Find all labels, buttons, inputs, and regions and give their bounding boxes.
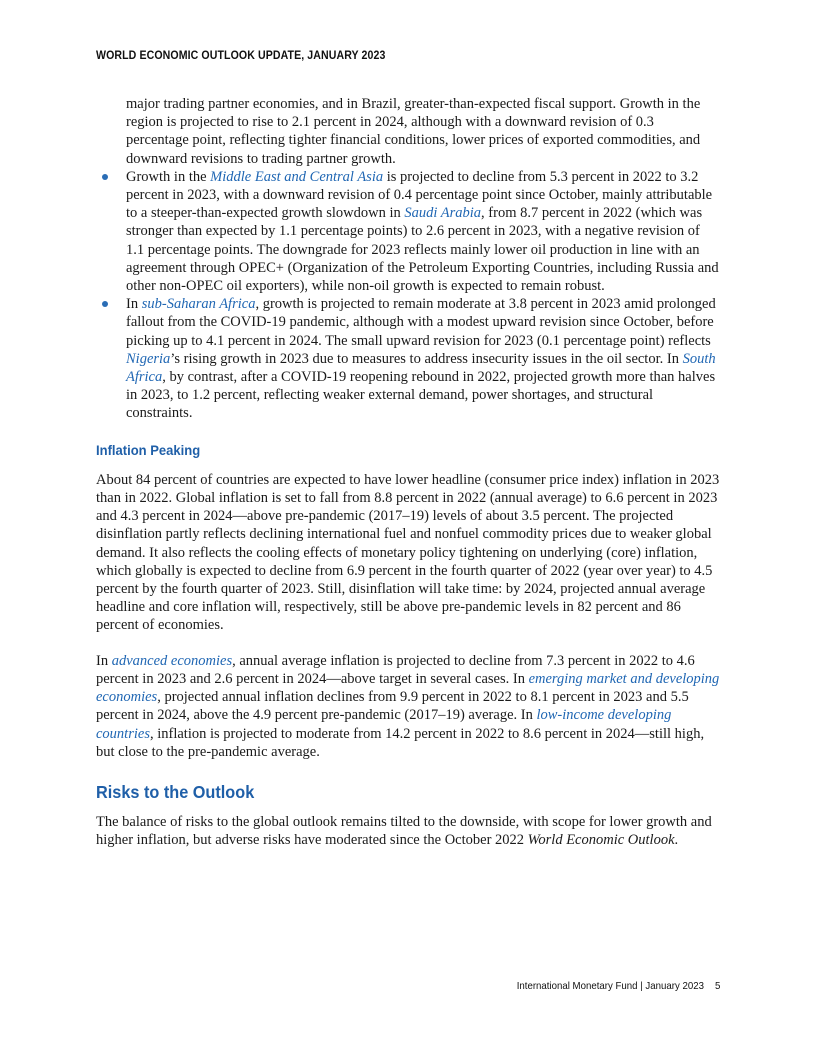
link-emerging-market-developing-economies[interactable]: emerging market and developing economies (96, 670, 720, 706)
bullet-text: Growth in the (126, 168, 211, 185)
risks-heading: Risks to the Outlook (96, 781, 255, 802)
link-middle-east-central-asia[interactable]: Middle East and Central Asia (210, 168, 384, 185)
bullet-middle-east-central-asia (96, 168, 720, 295)
region-bullet-list (96, 168, 720, 423)
publication-title: World Economic Outlook (527, 832, 675, 849)
inflation-paragraph-1: About 84 percent of countries are expected to have lower headline (consumer price index) inflation in 2023 than in 2022. Global inflation is set to fall from 8.8 percent in 2022 (annual average) to 6.6 percent in 2023 and 4.3 percent in 2024—above pre-pandemic (2017–19) levels of about 3.5 percent. The projected disinflation partly reflects declining international fuel and nonfuel commodity prices due to weaker global demand. It also reflects the cooling effects of monetary policy tightening on underlying (core) inflation, which globally is expected to decline from 6.9 percent in the fourth quarter of 2022 (year over year) to 4.5 percent by the fourth quarter of 2023. Still, disinflation will take time: by 2024, projected annual average headline and core inflation will, respectively, still be above pre-pandemic levels in 82 percent and 86 percent of economies. (96, 471, 720, 634)
bullet-text: , by contrast, after a COVID-19 reopening rebound in 2022, projected growth more than halves in 2023, to 1.2 percent, reflecting weaker external demand, power shortages, and structural constraints. (126, 369, 716, 422)
link-sub-saharan-africa[interactable]: sub-Saharan Africa (141, 296, 256, 313)
bullet-text: ’s rising growth in 2023 due to measures to address insecurity issues in the oil sector. In (170, 350, 683, 367)
footer-source: International Monetary Fund | January 2023 (516, 980, 704, 992)
link-nigeria[interactable]: Nigeria (126, 350, 171, 367)
bullet-text: In (126, 296, 142, 313)
link-low-income-developing-countries[interactable]: low-income developing countries (96, 707, 672, 742)
bullet-text: , growth is projected to remain moderate at 3.8 percent in 2023 amid prolonged fallout from the COVID-19 pandemic, although with a modest upward revision since October, before picking up to 4.1 percent in 2024. The small upward revision for 2023 (0.1 percentage point) reflects (126, 296, 716, 349)
page-number: 5 (714, 980, 720, 992)
paragraph-text: , inflation is projected to moderate from 14.2 percent in 2022 to 8.6 percent in 2024—still high, but close to the pre-pandemic average. (96, 725, 705, 760)
paragraph-text: , annual average inflation is projected to decline from 7.3 percent in 2022 to 4.6 percent in 2023 and 2.6 percent in 2024—above target in several cases. In (96, 652, 695, 687)
main-content (96, 95, 720, 850)
paragraph-text: , projected annual inflation declines from 9.9 percent in 2022 to 8.1 percent in 2023 and 5.5 percent in 2024, above the 4.9 percent pre-pandemic (2017–19) average. In (96, 689, 689, 724)
link-advanced-economies[interactable]: advanced economies (111, 652, 233, 669)
link-saudi-arabia[interactable]: Saudi Arabia (404, 205, 482, 222)
risks-paragraph (96, 813, 720, 849)
continuation-paragraph: major trading partner economies, and in Brazil, greater-than-expected fiscal support. Growth in the region is projected to rise to 2.1 percent in 2024, although with a downward revision of 0.3 percentage point, reflecting tighter financial conditions, lower prices of exported commodities, and downward revisions to trading partner growth. (126, 96, 701, 167)
inflation-paragraph-2 (96, 652, 720, 761)
bullet-text: , from 8.7 percent in 2022 (which was stronger than expected by 1.1 percentage points) to 2.6 percent in 2023, with a negative revision of 1.1 percentage points. The downgrade for 2023 reflects mainly lower oil production in line with an agreement through OPEC+ (Organization of the Petroleum Exporting Countries, including Russia and other non-OPEC oil exporters), while non-oil growth is expected to remain robust. (126, 205, 719, 295)
bullet-dot-icon (102, 301, 108, 307)
running-header: WORLD ECONOMIC OUTLOOK UPDATE, JANUARY 2023 (96, 50, 386, 62)
paragraph-text: . (674, 832, 679, 849)
paragraph-text: In (96, 652, 112, 669)
bullet-dot-icon (102, 174, 108, 180)
bullet-text: is projected to decline from 5.3 percent in 2022 to 3.2 percent in 2023, with a downward revision of 0.4 percentage point since October, mainly attributable to a steeper-than-expected growth slowdown in (126, 168, 713, 222)
paragraph-text: The balance of risks to the global outlook remains tilted to the downside, with scope for lower growth and higher inflation, but adverse risks have moderated since the October 2022 (96, 814, 712, 849)
inflation-heading: Inflation Peaking (96, 441, 201, 458)
bullet-sub-saharan-africa (96, 295, 720, 422)
page-footer (516, 980, 720, 992)
link-south-africa[interactable]: South Africa (126, 350, 716, 386)
